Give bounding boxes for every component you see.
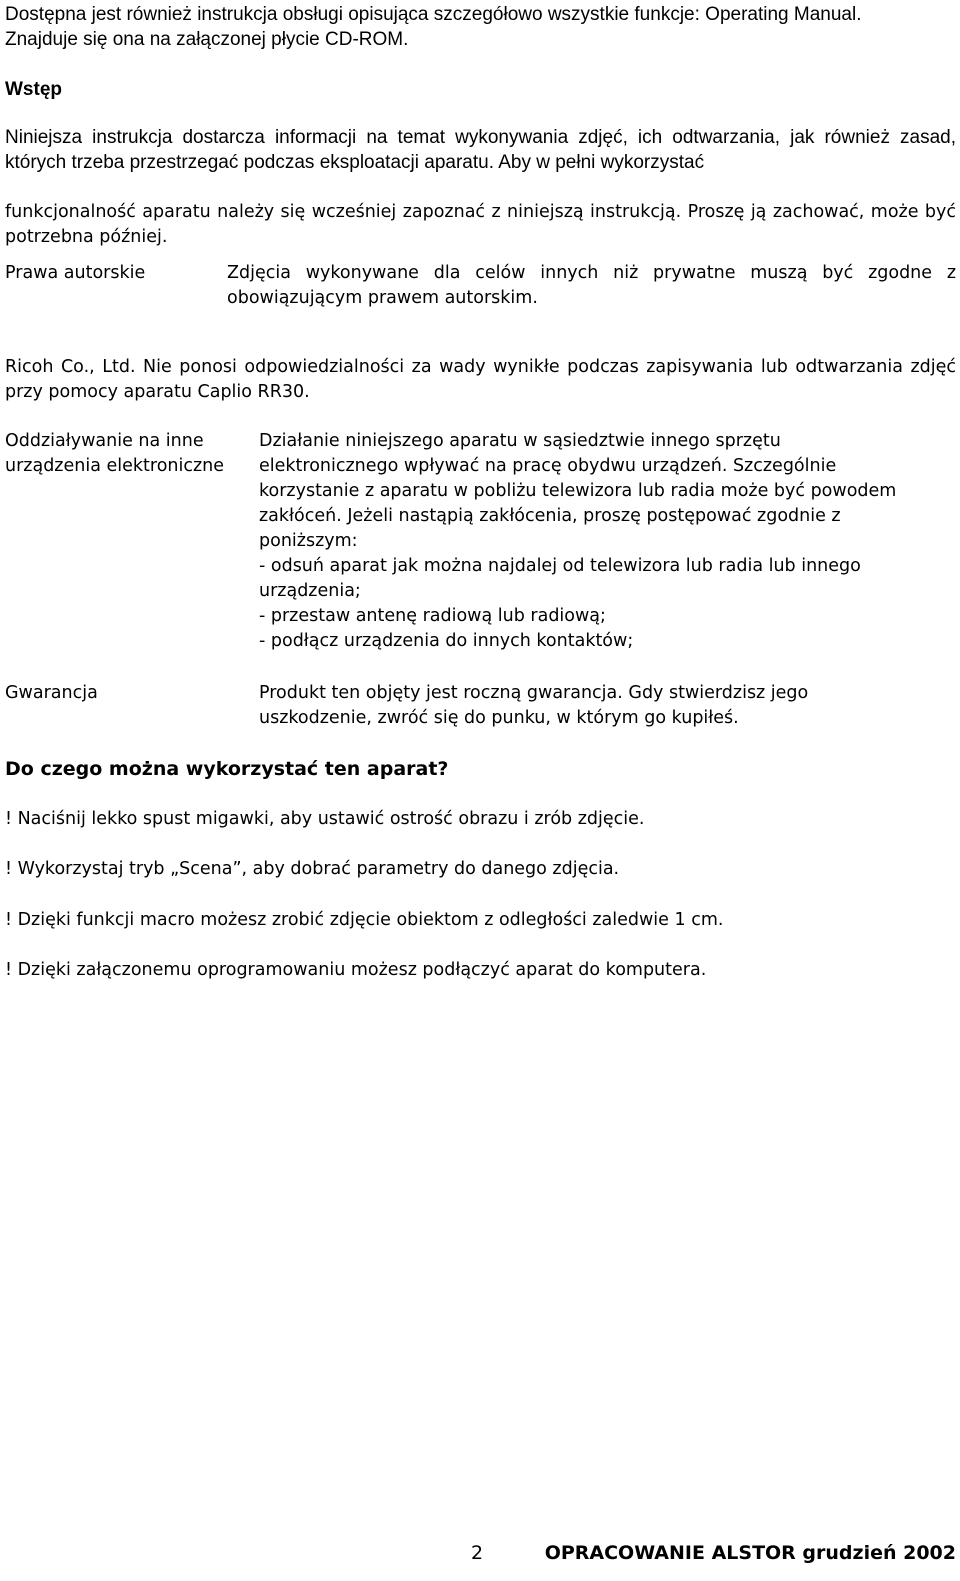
interference-line: urządzenia; — [259, 581, 361, 601]
wstep-paragraph: funkcjonalność aparatu należy się wcześniej zapoznać z niniejszą instrukcją. Proszę ją zachować, może być potrzebna później. — [5, 202, 956, 247]
interference-line: zakłóceń. Jeżeli nastąpią zakłócenia, proszę postępować zgodnie z — [259, 506, 841, 526]
page-footer — [5, 1541, 956, 1571]
feature-item: ! Dzięki funkcji macro możesz zrobić zdjęcie obiektom z odległości zaledwie 1 cm. — [5, 910, 724, 930]
warranty-line: uszkodzenie, zwróć się do punku, w którym go kupiłeś. — [259, 708, 739, 728]
interference-label-line: urządzenia elektroniczne — [5, 456, 225, 476]
interference-label-line: Oddziaływanie na inne — [5, 431, 204, 451]
copyright-label: Prawa autorskie — [5, 263, 146, 283]
intro-paragraph — [5, 2, 956, 52]
document-page — [5, 0, 956, 1581]
footer-text: OPRACOWANIE ALSTOR grudzień 2002 — [544, 1542, 956, 1564]
interference-line: elektronicznego wpływać na pracę obydwu urządzeń. Szczególnie — [259, 456, 837, 476]
interference-line: - odsuń aparat jak można najdalej od telewizora lub radia lub innego — [259, 556, 861, 576]
wstep-paragraph-arial: Niniejsza instrukcja dostarcza informacji na temat wykonywania zdjęć, ich odtwarzania, jak również zasad, których trzeba przestrzegać podczas eksploatacji aparatu. Aby w pełni wykorzystać — [5, 127, 956, 173]
intro-line: Dostępna jest również instrukcja obsługi opisująca szczegółowo wszystkie funkcje: Operating Manual. — [5, 4, 862, 25]
copyright-text: Zdjęcia wykonywane dla celów innych niż prywatne muszą być zgodne z obowiązującym prawem autorskim. — [227, 263, 956, 308]
interference-line: - podłącz urządzenia do innych kontaktów; — [259, 631, 634, 651]
warranty-text — [259, 681, 956, 731]
interference-line: korzystanie z aparatu w pobliżu telewizora lub radia może być powodem — [259, 481, 897, 501]
feature-item: ! Naciśnij lekko spust migawki, aby ustawić ostrość obrazu i zrób zdjęcie. — [5, 809, 645, 829]
interference-label — [5, 429, 224, 479]
feature-item: ! Dzięki załączonemu oprogramowaniu możesz podłączyć aparat do komputera. — [5, 960, 707, 980]
section-heading-wstep: Wstęp — [5, 79, 62, 100]
warranty-line: Produkt ten objęty jest roczną gwarancja. Gdy stwierdzisz jego — [259, 683, 809, 703]
section-heading-uses: Do czego można wykorzystać ten aparat? — [5, 758, 449, 780]
interference-line: - przestaw antenę radiową lub radiową; — [259, 606, 606, 626]
warranty-label: Gwarancja — [5, 683, 98, 703]
feature-item: ! Wykorzystaj tryb „Scena”, aby dobrać parametry do danego zdjęcia. — [5, 859, 620, 879]
interference-line: Działanie niniejszego aparatu w sąsiedztwie innego sprzętu — [259, 431, 781, 451]
page-number: 2 — [471, 1542, 484, 1564]
interference-line: poniższym: — [259, 531, 358, 551]
intro-line: Znajduje się ona na załączonej płycie CD-ROM. — [5, 29, 409, 50]
interference-text — [259, 429, 956, 654]
liability-paragraph: Ricoh Co., Ltd. Nie ponosi odpowiedzialności za wady wynikłe podczas zapisywania lub odtwarzania zdjęć przy pomocy aparatu Caplio RR30. — [5, 357, 956, 402]
